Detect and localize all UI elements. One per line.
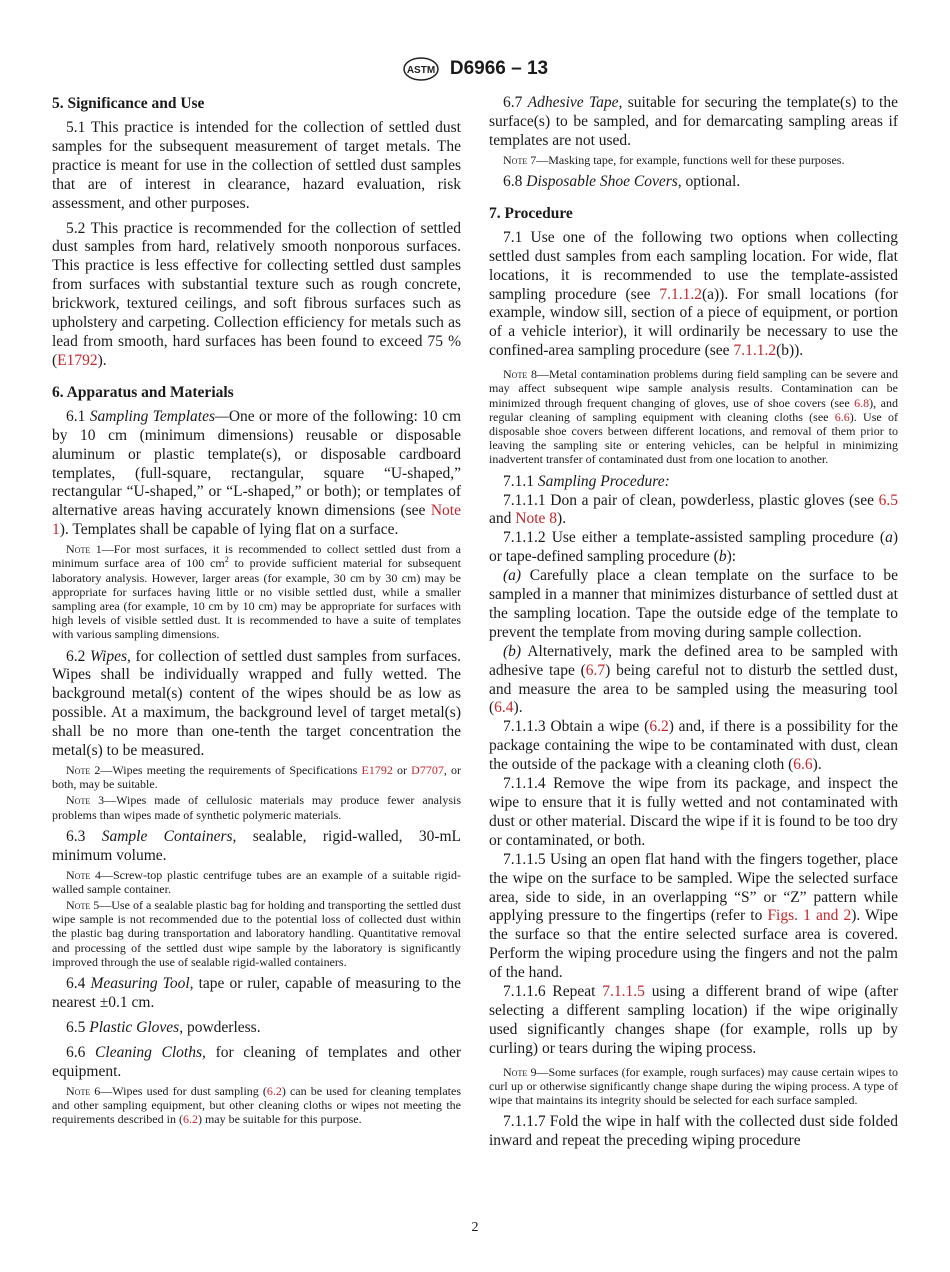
text-run: 1—For most surfaces, it is recommended to collect settled dust from a minimum surface area of 100 cm [52, 542, 461, 571]
paragraph [52, 220, 461, 371]
document-designation: D6966 – 13 [449, 58, 549, 79]
text-run: to provide sufficient material for subsequent laboratory analysis. However, larger areas (for example, 30 cm by 30 cm) may be appropriate for surfaces having little or no visible settled dust, while a smaller sampling area (for example, 10 cm by 10 cm) may be appropriate for surfaces with high levels of visible settled dust. It is recommended to have a suite of templates with various sampling dimensions. [52, 556, 461, 642]
note-label: Note [66, 542, 91, 557]
text-run: (b)). [776, 342, 804, 360]
paragraph [489, 851, 898, 983]
text-run: 7.1.1.5 Using an open flat hand with the fingers together, place the wipe on the surface to be sampled. Wipe the selected surface area, side to side, in an overlapping “S” or “Z” pattern while applying pressure to the fingertips (refer to [489, 850, 898, 925]
text-run: 9—Some surfaces (for example, rough surfaces) may cause certain wipes to curl up or otherwise significantly change shape during the wiping process. A type of wipe that maintains its integrity should be selected for each surface sampled. [489, 1064, 898, 1108]
cross-reference-link[interactable]: E1792 [57, 351, 98, 369]
paragraph [489, 567, 898, 643]
text-run: 6.7 [503, 94, 528, 111]
text-run: ) may be suitable for this purpose. [197, 1111, 362, 1126]
text-run: 6. Apparatus and Materials [52, 383, 234, 401]
cross-reference-link[interactable]: 6.5 [878, 491, 898, 509]
text-run: ) being careful not to disturb the settled dust, and measure the area to be sampled using the measuring tool ( [489, 661, 898, 717]
text-run: 7.1.1.2 Use either a template-assisted sampling procedure ( [503, 529, 886, 547]
cross-reference-link[interactable]: E1792 [361, 762, 393, 777]
paragraph [489, 492, 898, 530]
text-run: sealable, rigid-walled, 30-mL minimum volume. [52, 827, 462, 864]
text-run: 7.1.1.4 Remove the wipe from its package, and inspect the wipe to ensure that it is fully wetted and not contaminated with dust or other material. Discard the wipe if it is found to be too dry or contaminated, or both. [489, 775, 898, 849]
page-number: 2 [471, 1220, 479, 1235]
cross-reference-link[interactable]: 6.6 [793, 756, 813, 774]
text-run: Alternatively, mark the defined area to be sampled with adhesive tape ( [489, 642, 898, 679]
text-run: 7. Procedure [489, 204, 573, 222]
text-run: (a) [503, 567, 522, 585]
cross-reference-link[interactable]: Note 8 [515, 510, 558, 528]
text-run: ). [97, 351, 107, 369]
note-label: Note [66, 1083, 91, 1098]
paragraph [489, 229, 898, 361]
text-run: 5. Significance and Use [52, 95, 205, 112]
note [52, 868, 461, 896]
paragraph [489, 473, 898, 492]
text-run: a [885, 529, 893, 547]
text-run: 6.1 [66, 407, 90, 425]
section-heading [489, 204, 898, 223]
cross-reference-link[interactable]: Figs. 1 and 2 [767, 907, 852, 925]
text-run: 7.1.1.3 Obtain a wipe ( [503, 718, 650, 736]
note-label: Note [66, 793, 91, 808]
text-run: Sampling Templates— [89, 407, 229, 425]
right-column [489, 94, 898, 1157]
text-run: 2—Wipes meeting the requirements of Specifications [90, 762, 362, 777]
text-run: 5—Use of a sealable plastic bag for holding and transporting the settled dust wipe sample is not recommended due to the potential loss of collected dust within the plastic bag during transportation and laboratory handling. Quantitative removal and processing of the settled dust wipe sample by the laboratory is significantly improved through the use of sealable rigid-walled containers. [52, 898, 461, 969]
text-run: 3—Wipes made of cellulosic materials may produce fewer analysis problems than wipes made of synthetic polymeric materials. [52, 793, 461, 822]
text-run: ). [557, 510, 567, 528]
note [52, 542, 461, 641]
text-run: Sample Containers, [101, 827, 237, 845]
text-run: for cleaning of templates and other equipment. [52, 1043, 461, 1080]
cross-reference-link[interactable]: 6.2 [649, 718, 669, 736]
section-heading [52, 94, 461, 113]
text-run: ) and, if there is a possibility for the package containing the wipe to be contaminated with dust, clean the outside of the package with a cleaning cloth ( [489, 718, 899, 774]
text-run: ). Wipe the surface so that the entire selected surface area is covered. Perform the wiping procedure using the fingers and not the palm of the hand. [489, 907, 899, 982]
text-run: 6.3 [66, 827, 102, 845]
text-run: ). Use of disposable shoe covers between different locations, and removal of them prior to leaving the sampling site or entering vehicles, can be helpful in minimizing inadvertent transfer of contaminated dust from one location to another. [489, 409, 898, 467]
text-run: (a)). For small locations (for example, window sill, section of a piece of equipment, or portion of a vehicle interior), it will ordinarily be necessary to use the confined-area sampling procedure (see [489, 285, 898, 360]
page-header [0, 56, 950, 82]
note [52, 763, 461, 791]
cross-reference-link[interactable]: 6.2 [266, 1083, 282, 1098]
text-run: 6—Wipes used for dust sampling ( [90, 1083, 267, 1098]
text-run: Measuring Tool, [90, 975, 194, 993]
svg-text:ASTM: ASTM [406, 65, 436, 76]
note [52, 898, 461, 969]
paragraph [489, 173, 898, 192]
text-run: Sampling Procedure: [537, 472, 670, 490]
cross-reference-link[interactable]: 7.1.1.5 [602, 983, 645, 1001]
text-run: Adhesive Tape, [527, 94, 623, 111]
left-column [52, 94, 461, 1132]
text-run: ) can be used for cleaning templates and other sampling equipment, but other cleaning cloths or wipes not meeting the requirements described in ( [52, 1083, 461, 1126]
cross-reference-link[interactable]: 6.7 [585, 661, 606, 679]
note-label: Note [66, 898, 91, 913]
text-run: 6.5 [66, 1018, 90, 1036]
text-run: 7.1 Use one of the following two options when collecting settled dust samples from each sampling location. For wide, flat locations, it is recommended to use the template-assisted sampling procedure (see [489, 228, 898, 303]
text-run: 6.8 [503, 172, 527, 190]
paragraph [489, 1113, 898, 1151]
text-run: One or more of the following: 10 cm by 10 cm (minimum dimensions) reusable or disposable aluminum or plastic template(s), or disposable cardboard templates, (full-square, rectangular, square “U-shaped,” rectangular “U-shaped,” or “L-shaped,” or both); or templates of alternative areas having accurately known dimensions (see [52, 407, 462, 520]
text-run: 7—Masking tape, for example, functions well for these purposes. [527, 152, 845, 167]
paragraph [52, 119, 461, 214]
text-run: ). [513, 699, 523, 717]
cross-reference-link[interactable]: 6.6 [834, 409, 850, 424]
text-run: Plastic Gloves, [89, 1018, 184, 1036]
paragraph [52, 648, 461, 761]
text-run: ): [726, 548, 737, 566]
text-run: for collection of settled dust samples from surfaces. Wipes shall be individually wrapped and fully wetted. The background metal(s) content of the wipes should be as low as possible. At a maximum, the background level of target metal(s) shall be no more than one-tenth the target concentration the metal(s) to be measured. [52, 647, 461, 760]
note [489, 153, 898, 167]
paragraph [52, 408, 461, 540]
astm-logo-icon [402, 56, 440, 82]
note-label: Note [503, 152, 528, 167]
text-run: Cleaning Cloths, [95, 1043, 206, 1061]
text-run: ), and regular cleaning of sampling equipment with cleaning cloths (see [489, 395, 898, 424]
text-run: 8—Metal contamination problems during field sampling can be severe and may affect subsequent wipe sample analysis results. Contamination can be minimized through frequent changing of gloves, use of shoe covers (see [489, 367, 898, 410]
section-heading [52, 383, 461, 402]
text-run: and [489, 510, 516, 528]
paragraph [489, 529, 898, 567]
text-run: 5.2 This practice is recommended for the collection of settled dust samples from hard, relatively smooth nonporous surfaces. This practice is less effective for collecting settled dust samples from surfaces with substantial texture such as rough concrete, brickwork, textured ceilings, and soft fibrous surfaces such as upholstery and carpeting. Collection efficiency for metals such as lead from smooth, hard surfaces has been found to exceed 75 % ( [52, 219, 461, 369]
paragraph [489, 775, 898, 851]
note [52, 793, 461, 821]
cross-reference-link[interactable]: 6.2 [182, 1111, 198, 1126]
text-run: 6.2 [66, 647, 90, 665]
cross-reference-link[interactable]: 6.4 [494, 699, 514, 717]
text-run: 6.4 [66, 975, 91, 993]
cross-reference-link[interactable]: Note 1 [52, 502, 461, 539]
text-run: 7.1.1.7 Fold the wipe in half with the collected dust side folded inward and repeat the preceding wiping procedure [489, 1113, 898, 1150]
note-label: Note [503, 367, 528, 382]
cross-reference-link[interactable]: 7.1.1.2 [659, 285, 702, 303]
text-run: 4—Screw-top plastic centrifuge tubes are an example of a suitable rigid-walled sample container. [52, 867, 461, 896]
text-run: suitable for securing the template(s) to the surface(s) to be sampled, and for demarcating sampling areas if templates are not used. [489, 94, 898, 149]
text-run: b [718, 548, 727, 566]
text-run: 7.1.1.1 Don a pair of clean, powderless, plastic gloves (see [503, 491, 879, 509]
note [489, 367, 898, 466]
superscript: 2 [224, 555, 229, 565]
note [489, 1065, 898, 1108]
text-run: optional. [681, 172, 741, 190]
note-label: Note [66, 867, 91, 882]
text-run: ). [812, 756, 822, 774]
text-run: tape or ruler, capable of measuring to the nearest ±0.1 cm. [52, 975, 461, 1011]
text-run: ). Templates shall be capable of lying flat on a surface. [59, 521, 399, 539]
text-run: 6.6 [66, 1043, 96, 1061]
text-run: 5.1 This practice is intended for the collection of settled dust samples for the subsequent measurement of target metals. The practice is meant for use in the collection of settled dust samples that are of interest in clearance, hazard evaluation, risk assessment, and other purposes. [52, 119, 461, 212]
text-run: 7.1.1 [503, 472, 538, 490]
text-run: using a different brand of wipe (after selecting a different sampling location) if the wipe originally used significantly changes shape (for example, rolls up by curling) or tears during the wiping process. [489, 983, 898, 1057]
text-run: 7.1.1.6 Repeat [503, 983, 603, 1001]
note [52, 1084, 461, 1127]
cross-reference-link[interactable]: 7.1.1.2 [733, 342, 777, 360]
text-run: Carefully place a clean template on the surface to be sampled in a manner that minimizes disturbance of settled dust at the sampling location. Tape the outside edge of the template to prevent the template from moving during sample collection. [489, 567, 898, 641]
text-run: ) or tape-defined sampling procedure ( [489, 529, 898, 566]
note-label: Note [66, 762, 91, 777]
text-run: powderless. [183, 1018, 261, 1036]
paragraph [52, 975, 461, 1013]
paragraph [52, 1019, 461, 1038]
paragraph [52, 1044, 461, 1082]
paragraph [489, 643, 898, 719]
note-label: Note [503, 1064, 528, 1079]
text-run: Disposable Shoe Covers, [526, 172, 682, 190]
paragraph [489, 94, 898, 151]
text-run: or [392, 762, 412, 777]
paragraph [489, 983, 898, 1059]
paragraph [489, 718, 898, 775]
paragraph [52, 828, 461, 866]
text-run: Wipes, [90, 647, 131, 665]
text-run: (b) [503, 642, 522, 660]
text-run: , or both, may be suitable. [52, 762, 462, 792]
cross-reference-link[interactable]: 6.8 [854, 395, 870, 410]
cross-reference-link[interactable]: D7707 [411, 762, 444, 777]
